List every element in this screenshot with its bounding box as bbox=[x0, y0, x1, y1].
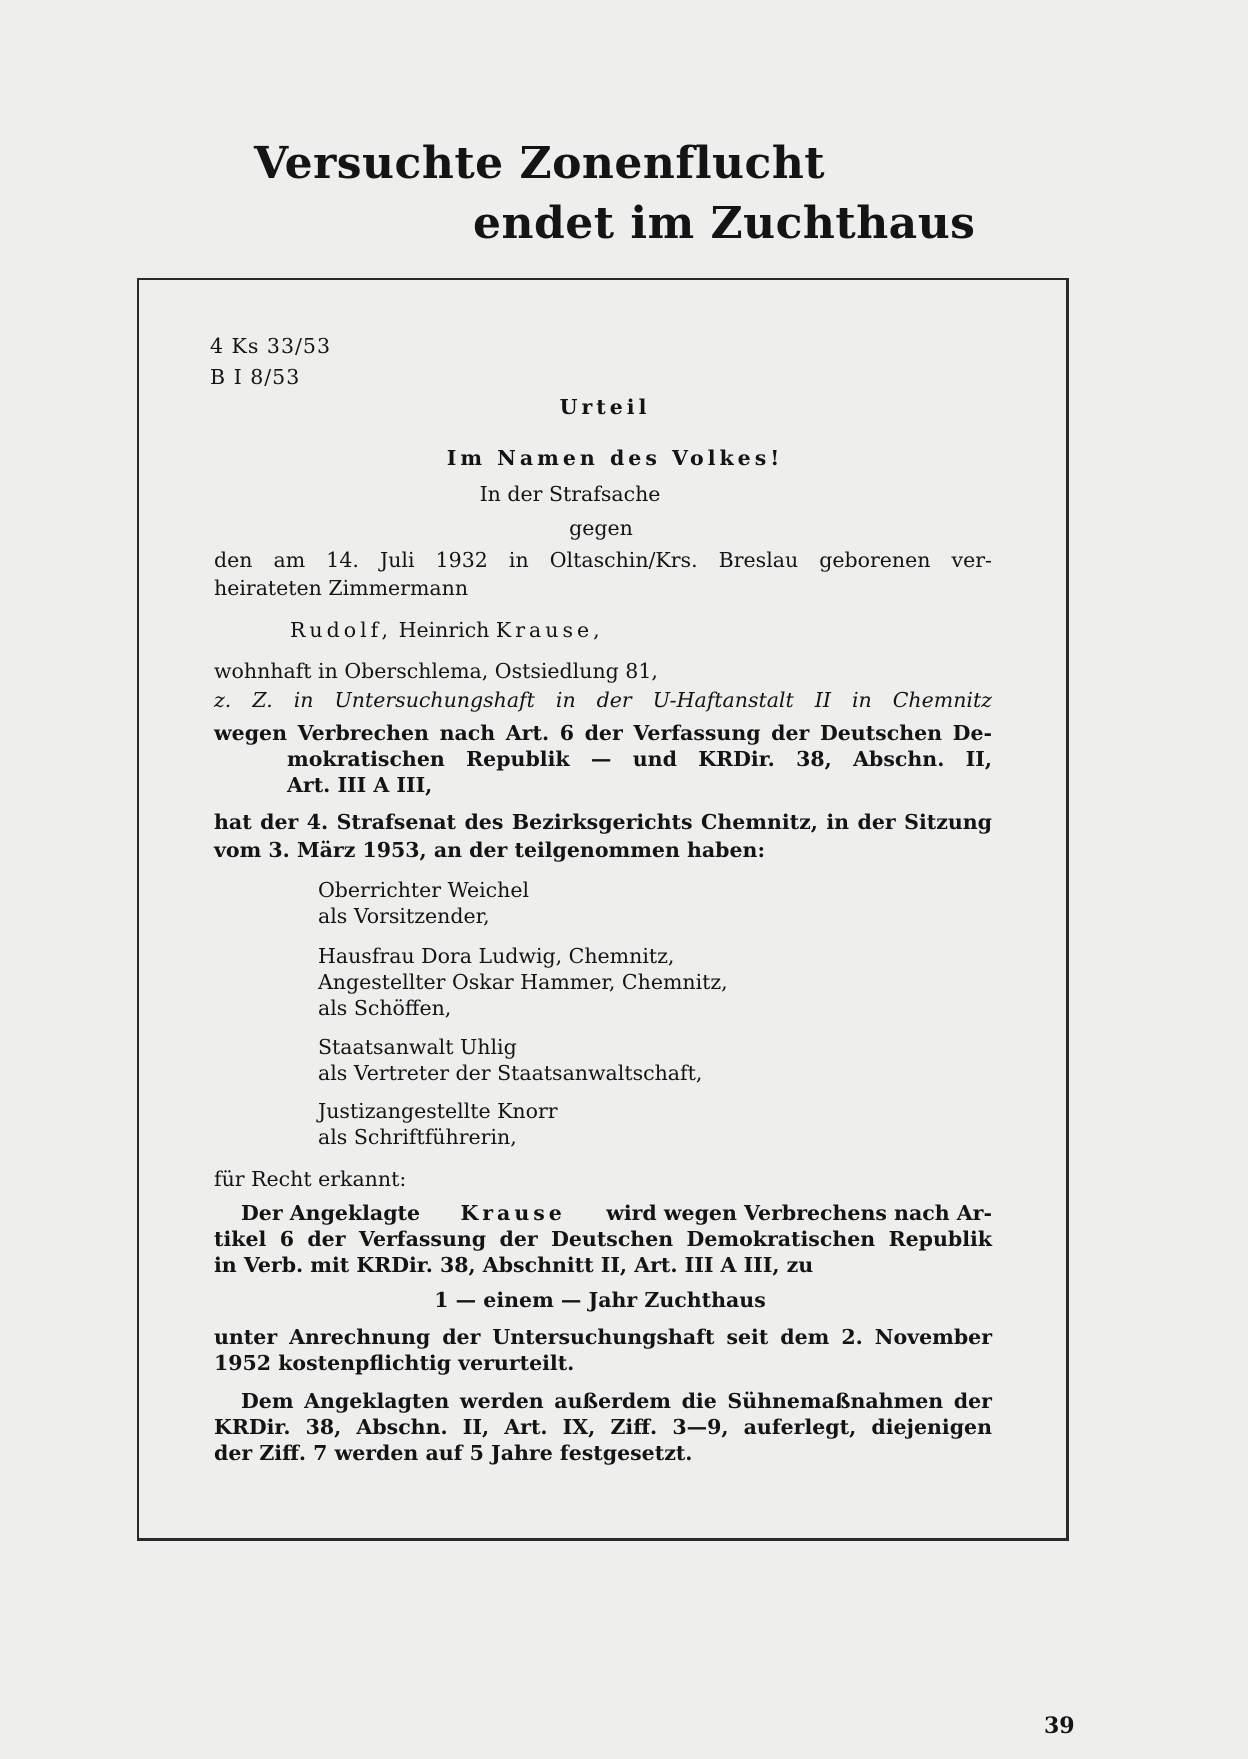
participant-line: Angestellter Oskar Hammer, Chemnitz, bbox=[318, 970, 728, 994]
defendant-middle-name: Heinrich bbox=[398, 618, 490, 642]
custody-line: z. Z. in Untersuchungshaft in der U-Haftanstalt II in Chemnitz bbox=[214, 688, 992, 712]
verdict-line: in Verb. mit KRDir. 38, Abschnitt II, Art. III A III, zu bbox=[214, 1253, 814, 1277]
participant-line: als Schriftführerin, bbox=[318, 1125, 517, 1149]
credit-line: 1952 kostenpflichtig verurteilt. bbox=[214, 1351, 575, 1375]
measures-line: der Ziff. 7 werden auf 5 Jahre festgesetzt. bbox=[214, 1441, 693, 1465]
defendant-line: den am 14. Juli 1932 in Oltaschin/Krs. Breslau geborenen ver- bbox=[214, 548, 992, 572]
participant-line: Hausfrau Dora Ludwig, Chemnitz, bbox=[318, 944, 675, 968]
charge-line: mokratischen Republik — und KRDir. 38, Abschn. II, bbox=[287, 747, 992, 771]
participant-line: Staatsanwalt Uhlig bbox=[318, 1035, 517, 1059]
title-line-1: Versuchte Zonenflucht bbox=[254, 138, 826, 189]
defendant-line: heirateten Zimmermann bbox=[214, 576, 469, 600]
verdict-line bbox=[241, 1203, 992, 1224]
judgment-heading: Urteil bbox=[559, 395, 651, 419]
court-line: vom 3. März 1953, an der teilgenommen haben: bbox=[214, 838, 766, 862]
residence-line: wohnhaft in Oberschlema, Ostsiedlung 81, bbox=[214, 659, 658, 683]
participant-line: Justizangestellte Knorr bbox=[318, 1099, 558, 1123]
charge-line: Art. III A III, bbox=[287, 773, 433, 797]
participant-line: als Vorsitzender, bbox=[318, 904, 490, 928]
verdict-defendant-name: Krause bbox=[460, 1201, 566, 1225]
defendant-name bbox=[290, 620, 604, 641]
against-label: gegen bbox=[569, 516, 633, 540]
case-reference: B I 8/53 bbox=[210, 365, 301, 389]
verdict-line: tikel 6 der Verfassung der Deutschen Demokratischen Republik bbox=[214, 1227, 992, 1251]
participant-line: als Schöffen, bbox=[318, 996, 452, 1020]
participant-line: als Vertreter der Staatsanwaltschaft, bbox=[318, 1061, 703, 1085]
defendant-first-name: Rudolf, bbox=[290, 618, 393, 642]
participant-line: Oberrichter Weichel bbox=[318, 878, 530, 902]
credit-line: unter Anrechnung der Untersuchungshaft seit dem 2. November bbox=[214, 1325, 992, 1349]
court-line: hat der 4. Strafsenat des Bezirksgerichts Chemnitz, in der Sitzung bbox=[214, 810, 992, 834]
verdict-intro: für Recht erkannt: bbox=[214, 1167, 407, 1191]
measures-line: KRDir. 38, Abschn. II, Art. IX, Ziff. 3—9, auferlegt, diejenigen bbox=[214, 1415, 992, 1439]
case-reference: 4 Ks 33/53 bbox=[210, 334, 331, 358]
verdict-text: wird wegen Verbrechens nach Ar- bbox=[606, 1201, 992, 1225]
title-line-2: endet im Zuchthaus bbox=[473, 198, 976, 249]
defendant-last-name: Krause, bbox=[495, 618, 604, 642]
sentence-line: 1 — einem — Jahr Zuchthaus bbox=[434, 1288, 766, 1312]
charge-line: wegen Verbrechen nach Art. 6 der Verfassung der Deutschen De- bbox=[214, 721, 992, 745]
case-intro: In der Strafsache bbox=[479, 482, 661, 506]
measures-line: Dem Angeklagten werden außerdem die Sühnemaßnahmen der bbox=[241, 1389, 992, 1413]
page-number: 39 bbox=[1044, 1713, 1075, 1739]
verdict-text: Der Angeklagte bbox=[241, 1201, 421, 1225]
in-name-heading: Im Namen des Volkes! bbox=[446, 446, 784, 470]
